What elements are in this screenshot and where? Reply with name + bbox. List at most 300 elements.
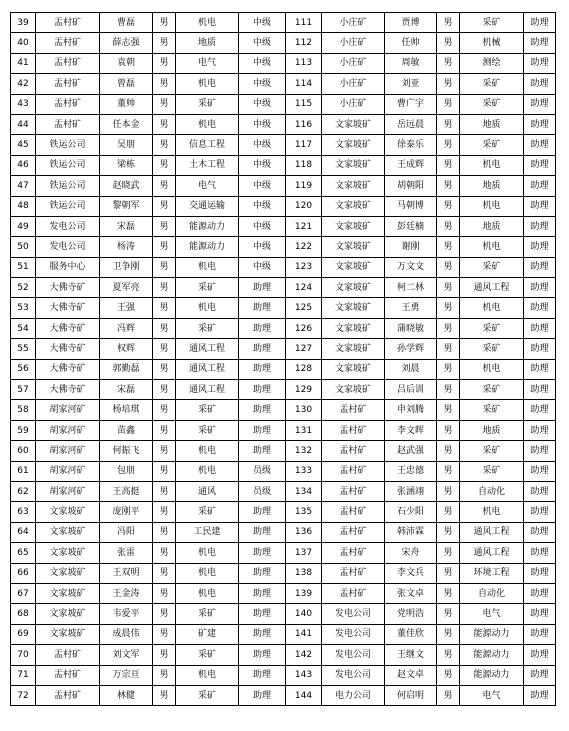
cell-left-unit: 胡家河矿 (36, 461, 100, 481)
cell-left-specialty: 机电 (176, 74, 239, 94)
cell-right-gender: 男 (437, 298, 460, 318)
cell-right-unit: 发电公司 (322, 665, 385, 685)
cell-left-no: 63 (11, 502, 36, 522)
cell-right-gender: 男 (437, 53, 460, 73)
cell-left-title: 助理 (239, 359, 286, 379)
cell-right-name: 岳远晨 (385, 114, 437, 134)
cell-left-title: 助理 (239, 502, 286, 522)
cell-right-specialty: 采矿 (460, 74, 524, 94)
cell-left-gender: 男 (153, 481, 176, 501)
table-row (11, 53, 556, 73)
cell-right-name: 李文兵 (385, 563, 437, 583)
cell-left-name: 刘文军 (100, 645, 153, 665)
table-body (11, 13, 556, 706)
cell-right-gender: 男 (437, 278, 460, 298)
table-row (11, 481, 556, 501)
cell-left-unit: 大佛寺矿 (36, 380, 100, 400)
cell-left-title: 助理 (239, 420, 286, 440)
cell-right-title: 助理 (524, 359, 556, 379)
cell-left-specialty: 机电 (176, 543, 239, 563)
cell-right-unit: 盂村矿 (322, 502, 385, 522)
cell-right-gender: 男 (437, 74, 460, 94)
cell-left-gender: 男 (153, 685, 176, 705)
cell-left-name: 吴朋 (100, 135, 153, 155)
table-row (11, 298, 556, 318)
cell-right-name: 王勇 (385, 298, 437, 318)
cell-right-unit: 盂村矿 (322, 420, 385, 440)
cell-left-no: 67 (11, 583, 36, 603)
cell-right-name: 周敏 (385, 53, 437, 73)
cell-left-title: 助理 (239, 318, 286, 338)
cell-left-title: 助理 (239, 400, 286, 420)
table-row (11, 461, 556, 481)
cell-right-name: 王忠德 (385, 461, 437, 481)
table-row (11, 359, 556, 379)
cell-left-no: 51 (11, 257, 36, 277)
cell-right-unit: 文家坡矿 (322, 176, 385, 196)
cell-right-specialty: 采矿 (460, 461, 524, 481)
cell-left-no: 59 (11, 420, 36, 440)
table-row (11, 339, 556, 359)
cell-left-gender: 男 (153, 74, 176, 94)
cell-right-no: 115 (286, 94, 322, 114)
cell-left-unit: 文家坡矿 (36, 563, 100, 583)
cell-left-no: 66 (11, 563, 36, 583)
cell-left-title: 助理 (239, 604, 286, 624)
cell-left-specialty: 信息工程 (176, 135, 239, 155)
cell-left-no: 47 (11, 176, 36, 196)
cell-right-no: 122 (286, 237, 322, 257)
cell-right-name: 李文晖 (385, 420, 437, 440)
cell-left-no: 46 (11, 155, 36, 175)
cell-left-gender: 男 (153, 624, 176, 644)
cell-right-specialty: 采矿 (460, 441, 524, 461)
cell-right-gender: 男 (437, 155, 460, 175)
cell-right-specialty: 机电 (460, 196, 524, 216)
cell-left-specialty: 机电 (176, 441, 239, 461)
cell-left-title: 中级 (239, 176, 286, 196)
cell-right-title: 助理 (524, 502, 556, 522)
cell-left-unit: 胡家河矿 (36, 481, 100, 501)
cell-right-title: 助理 (524, 53, 556, 73)
cell-right-title: 助理 (524, 380, 556, 400)
cell-right-gender: 男 (437, 114, 460, 134)
cell-left-name: 庞刚平 (100, 502, 153, 522)
cell-right-no: 124 (286, 278, 322, 298)
cell-right-no: 116 (286, 114, 322, 134)
cell-right-unit: 发电公司 (322, 645, 385, 665)
cell-right-unit: 电力公司 (322, 685, 385, 705)
cell-right-unit: 文家坡矿 (322, 135, 385, 155)
cell-right-title: 助理 (524, 74, 556, 94)
cell-right-gender: 男 (437, 400, 460, 420)
cell-right-title: 助理 (524, 257, 556, 277)
cell-right-no: 138 (286, 563, 322, 583)
table-row (11, 380, 556, 400)
cell-left-name: 包朋 (100, 461, 153, 481)
table-row (11, 665, 556, 685)
cell-left-gender: 男 (153, 114, 176, 134)
cell-right-title: 助理 (524, 339, 556, 359)
cell-right-no: 140 (286, 604, 322, 624)
cell-left-name: 万宗亘 (100, 665, 153, 685)
cell-left-specialty: 采矿 (176, 685, 239, 705)
cell-left-name: 王强 (100, 298, 153, 318)
cell-left-name: 任本金 (100, 114, 153, 134)
cell-right-gender: 男 (437, 216, 460, 236)
cell-right-name: 徐泰乐 (385, 135, 437, 155)
cell-right-gender: 男 (437, 543, 460, 563)
cell-left-unit: 发电公司 (36, 237, 100, 257)
cell-left-title: 员级 (239, 481, 286, 501)
cell-right-name: 吕后训 (385, 380, 437, 400)
cell-right-name: 马朝博 (385, 196, 437, 216)
cell-right-unit: 盂村矿 (322, 543, 385, 563)
cell-left-unit: 文家坡矿 (36, 604, 100, 624)
table-row (11, 441, 556, 461)
cell-left-name: 杨培琪 (100, 400, 153, 420)
cell-left-title: 助理 (239, 339, 286, 359)
cell-left-title: 助理 (239, 278, 286, 298)
cell-left-title: 助理 (239, 583, 286, 603)
cell-left-unit: 文家坡矿 (36, 583, 100, 603)
cell-right-title: 助理 (524, 114, 556, 134)
cell-right-gender: 男 (437, 563, 460, 583)
cell-left-no: 45 (11, 135, 36, 155)
cell-right-gender: 男 (437, 624, 460, 644)
cell-left-specialty: 工民建 (176, 522, 239, 542)
cell-right-no: 126 (286, 318, 322, 338)
cell-left-specialty: 通风工程 (176, 359, 239, 379)
cell-right-specialty: 机械 (460, 33, 524, 53)
cell-right-specialty: 通风工程 (460, 522, 524, 542)
cell-left-specialty: 能源动力 (176, 237, 239, 257)
cell-right-gender: 男 (437, 237, 460, 257)
table-row (11, 645, 556, 665)
table-row (11, 420, 556, 440)
cell-left-specialty: 通风工程 (176, 339, 239, 359)
cell-left-title: 员级 (239, 461, 286, 481)
cell-left-no: 41 (11, 53, 36, 73)
cell-right-gender: 男 (437, 257, 460, 277)
cell-right-unit: 盂村矿 (322, 400, 385, 420)
cell-left-gender: 男 (153, 645, 176, 665)
cell-left-title: 中级 (239, 196, 286, 216)
cell-left-name: 何振飞 (100, 441, 153, 461)
cell-right-gender: 男 (437, 481, 460, 501)
cell-right-unit: 小庄矿 (322, 53, 385, 73)
cell-left-specialty: 采矿 (176, 278, 239, 298)
cell-left-specialty: 能源动力 (176, 216, 239, 236)
cell-right-unit: 盂村矿 (322, 441, 385, 461)
cell-right-name: 曹广宇 (385, 94, 437, 114)
cell-left-specialty: 采矿 (176, 94, 239, 114)
cell-left-title: 中级 (239, 114, 286, 134)
cell-right-gender: 男 (437, 94, 460, 114)
cell-right-no: 134 (286, 481, 322, 501)
cell-right-unit: 小庄矿 (322, 74, 385, 94)
table-row (11, 216, 556, 236)
cell-left-specialty: 机电 (176, 257, 239, 277)
cell-right-title: 助理 (524, 155, 556, 175)
cell-left-unit: 发电公司 (36, 216, 100, 236)
cell-left-gender: 男 (153, 257, 176, 277)
cell-left-name: 韦爱平 (100, 604, 153, 624)
cell-left-name: 冯阳 (100, 522, 153, 542)
cell-right-name: 韩沛霖 (385, 522, 437, 542)
table-row (11, 257, 556, 277)
cell-left-title: 中级 (239, 135, 286, 155)
cell-left-unit: 大佛寺矿 (36, 318, 100, 338)
cell-left-specialty: 电气 (176, 53, 239, 73)
cell-left-specialty: 采矿 (176, 400, 239, 420)
cell-left-title: 中级 (239, 13, 286, 33)
cell-left-gender: 男 (153, 237, 176, 257)
cell-right-title: 助理 (524, 665, 556, 685)
cell-left-name: 冯辉 (100, 318, 153, 338)
cell-left-unit: 大佛寺矿 (36, 359, 100, 379)
table-row (11, 604, 556, 624)
cell-right-specialty: 测绘 (460, 53, 524, 73)
cell-left-name: 夏军亮 (100, 278, 153, 298)
table-row (11, 196, 556, 216)
cell-left-name: 苗鑫 (100, 420, 153, 440)
cell-right-title: 助理 (524, 94, 556, 114)
cell-right-gender: 男 (437, 665, 460, 685)
cell-right-specialty: 能源动力 (460, 624, 524, 644)
cell-left-gender: 男 (153, 665, 176, 685)
cell-right-unit: 文家坡矿 (322, 237, 385, 257)
cell-left-no: 39 (11, 13, 36, 33)
cell-right-specialty: 电气 (460, 685, 524, 705)
cell-left-no: 50 (11, 237, 36, 257)
cell-right-unit: 文家坡矿 (322, 216, 385, 236)
cell-right-unit: 文家坡矿 (322, 339, 385, 359)
cell-left-unit: 盂村矿 (36, 94, 100, 114)
cell-right-unit: 文家坡矿 (322, 318, 385, 338)
cell-left-title: 助理 (239, 563, 286, 583)
cell-left-gender: 男 (153, 420, 176, 440)
cell-right-name: 宋舟 (385, 543, 437, 563)
cell-right-unit: 小庄矿 (322, 33, 385, 53)
cell-right-name: 张涵翊 (385, 481, 437, 501)
cell-left-unit: 盂村矿 (36, 665, 100, 685)
cell-right-specialty: 电气 (460, 604, 524, 624)
cell-left-unit: 胡家河矿 (36, 420, 100, 440)
cell-left-title: 中级 (239, 74, 286, 94)
cell-right-specialty: 自动化 (460, 481, 524, 501)
cell-right-no: 130 (286, 400, 322, 420)
cell-left-no: 69 (11, 624, 36, 644)
cell-left-gender: 男 (153, 94, 176, 114)
cell-right-name: 张文卓 (385, 583, 437, 603)
cell-left-specialty: 交通运输 (176, 196, 239, 216)
table-row (11, 522, 556, 542)
cell-right-gender: 男 (437, 196, 460, 216)
cell-left-no: 53 (11, 298, 36, 318)
cell-left-gender: 男 (153, 522, 176, 542)
cell-right-name: 谢刚 (385, 237, 437, 257)
cell-left-unit: 大佛寺矿 (36, 278, 100, 298)
cell-left-gender: 男 (153, 135, 176, 155)
cell-right-gender: 男 (437, 380, 460, 400)
cell-left-gender: 男 (153, 339, 176, 359)
cell-right-specialty: 地质 (460, 114, 524, 134)
cell-left-unit: 盂村矿 (36, 645, 100, 665)
cell-right-name: 孙学辉 (385, 339, 437, 359)
cell-right-specialty: 机电 (460, 359, 524, 379)
cell-left-name: 林健 (100, 685, 153, 705)
cell-left-no: 56 (11, 359, 36, 379)
cell-left-gender: 男 (153, 155, 176, 175)
cell-right-title: 助理 (524, 522, 556, 542)
cell-left-specialty: 地质 (176, 33, 239, 53)
cell-left-gender: 男 (153, 318, 176, 338)
cell-right-name: 党明浩 (385, 604, 437, 624)
cell-left-name: 成晨伟 (100, 624, 153, 644)
cell-left-no: 62 (11, 481, 36, 501)
cell-right-title: 助理 (524, 298, 556, 318)
cell-left-specialty: 土木工程 (176, 155, 239, 175)
cell-right-unit: 发电公司 (322, 604, 385, 624)
table-row (11, 563, 556, 583)
cell-left-specialty: 机电 (176, 563, 239, 583)
table-row (11, 74, 556, 94)
cell-right-no: 131 (286, 420, 322, 440)
cell-left-no: 61 (11, 461, 36, 481)
cell-left-specialty: 机电 (176, 298, 239, 318)
cell-right-title: 助理 (524, 441, 556, 461)
cell-right-name: 刘亚 (385, 74, 437, 94)
cell-left-specialty: 采矿 (176, 604, 239, 624)
table-row (11, 176, 556, 196)
cell-right-gender: 男 (437, 359, 460, 379)
table-row (11, 318, 556, 338)
cell-right-name: 赵武强 (385, 441, 437, 461)
cell-left-no: 55 (11, 339, 36, 359)
cell-left-specialty: 矿建 (176, 624, 239, 644)
cell-right-name: 石少阳 (385, 502, 437, 522)
cell-left-specialty: 机电 (176, 583, 239, 603)
cell-left-gender: 男 (153, 583, 176, 603)
cell-right-title: 助理 (524, 563, 556, 583)
cell-left-specialty: 机电 (176, 13, 239, 33)
table-row (11, 543, 556, 563)
cell-right-name: 王成辉 (385, 155, 437, 175)
cell-left-title: 中级 (239, 53, 286, 73)
cell-right-no: 112 (286, 33, 322, 53)
cell-left-unit: 服务中心 (36, 257, 100, 277)
cell-right-title: 助理 (524, 583, 556, 603)
cell-left-specialty: 机电 (176, 114, 239, 134)
cell-left-name: 王高挺 (100, 481, 153, 501)
cell-right-gender: 男 (437, 441, 460, 461)
cell-right-gender: 男 (437, 583, 460, 603)
cell-right-title: 助理 (524, 318, 556, 338)
cell-left-specialty: 采矿 (176, 318, 239, 338)
cell-left-no: 65 (11, 543, 36, 563)
cell-left-name: 张雷 (100, 543, 153, 563)
cell-right-no: 113 (286, 53, 322, 73)
cell-right-name: 蒲晓敏 (385, 318, 437, 338)
cell-left-unit: 文家坡矿 (36, 522, 100, 542)
cell-right-unit: 盂村矿 (322, 522, 385, 542)
cell-right-unit: 盂村矿 (322, 563, 385, 583)
cell-left-title: 助理 (239, 665, 286, 685)
cell-right-title: 助理 (524, 543, 556, 563)
cell-right-name: 董佳欣 (385, 624, 437, 644)
table-row (11, 135, 556, 155)
cell-right-name: 任帅 (385, 33, 437, 53)
cell-left-name: 王双明 (100, 563, 153, 583)
table-row (11, 237, 556, 257)
cell-right-specialty: 采矿 (460, 94, 524, 114)
cell-left-gender: 男 (153, 563, 176, 583)
cell-right-no: 121 (286, 216, 322, 236)
table-row (11, 624, 556, 644)
cell-left-gender: 男 (153, 400, 176, 420)
cell-right-specialty: 通风工程 (460, 543, 524, 563)
cell-left-title: 助理 (239, 543, 286, 563)
cell-left-specialty: 采矿 (176, 502, 239, 522)
cell-right-gender: 男 (437, 645, 460, 665)
cell-right-title: 助理 (524, 135, 556, 155)
cell-left-specialty: 通风工程 (176, 380, 239, 400)
cell-left-title: 助理 (239, 441, 286, 461)
cell-right-no: 120 (286, 196, 322, 216)
cell-right-title: 助理 (524, 216, 556, 236)
cell-left-no: 49 (11, 216, 36, 236)
table-row (11, 583, 556, 603)
cell-right-title: 助理 (524, 604, 556, 624)
cell-right-gender: 男 (437, 685, 460, 705)
cell-right-name: 赵文卓 (385, 665, 437, 685)
cell-right-title: 助理 (524, 278, 556, 298)
cell-left-no: 68 (11, 604, 36, 624)
cell-left-gender: 男 (153, 359, 176, 379)
cell-left-name: 卫争刚 (100, 257, 153, 277)
cell-right-name: 柯二林 (385, 278, 437, 298)
cell-right-gender: 男 (437, 604, 460, 624)
cell-right-title: 助理 (524, 237, 556, 257)
cell-right-gender: 男 (437, 339, 460, 359)
cell-left-name: 赵晓武 (100, 176, 153, 196)
cell-left-no: 42 (11, 74, 36, 94)
cell-left-unit: 盂村矿 (36, 74, 100, 94)
cell-left-gender: 男 (153, 461, 176, 481)
cell-right-unit: 盂村矿 (322, 583, 385, 603)
cell-right-specialty: 能源动力 (460, 645, 524, 665)
cell-right-title: 助理 (524, 33, 556, 53)
cell-right-name: 何启明 (385, 685, 437, 705)
table-row (11, 685, 556, 705)
cell-right-no: 142 (286, 645, 322, 665)
cell-left-no: 48 (11, 196, 36, 216)
cell-left-specialty: 采矿 (176, 420, 239, 440)
cell-left-unit: 铁运公司 (36, 176, 100, 196)
cell-left-no: 71 (11, 665, 36, 685)
cell-left-gender: 男 (153, 543, 176, 563)
cell-right-specialty: 采矿 (460, 400, 524, 420)
cell-right-unit: 发电公司 (322, 624, 385, 644)
cell-right-unit: 小庄矿 (322, 13, 385, 33)
cell-right-specialty: 环境工程 (460, 563, 524, 583)
cell-right-specialty: 机电 (460, 502, 524, 522)
cell-right-gender: 男 (437, 522, 460, 542)
cell-left-gender: 男 (153, 13, 176, 33)
cell-left-unit: 盂村矿 (36, 685, 100, 705)
cell-left-name: 曹磊 (100, 13, 153, 33)
